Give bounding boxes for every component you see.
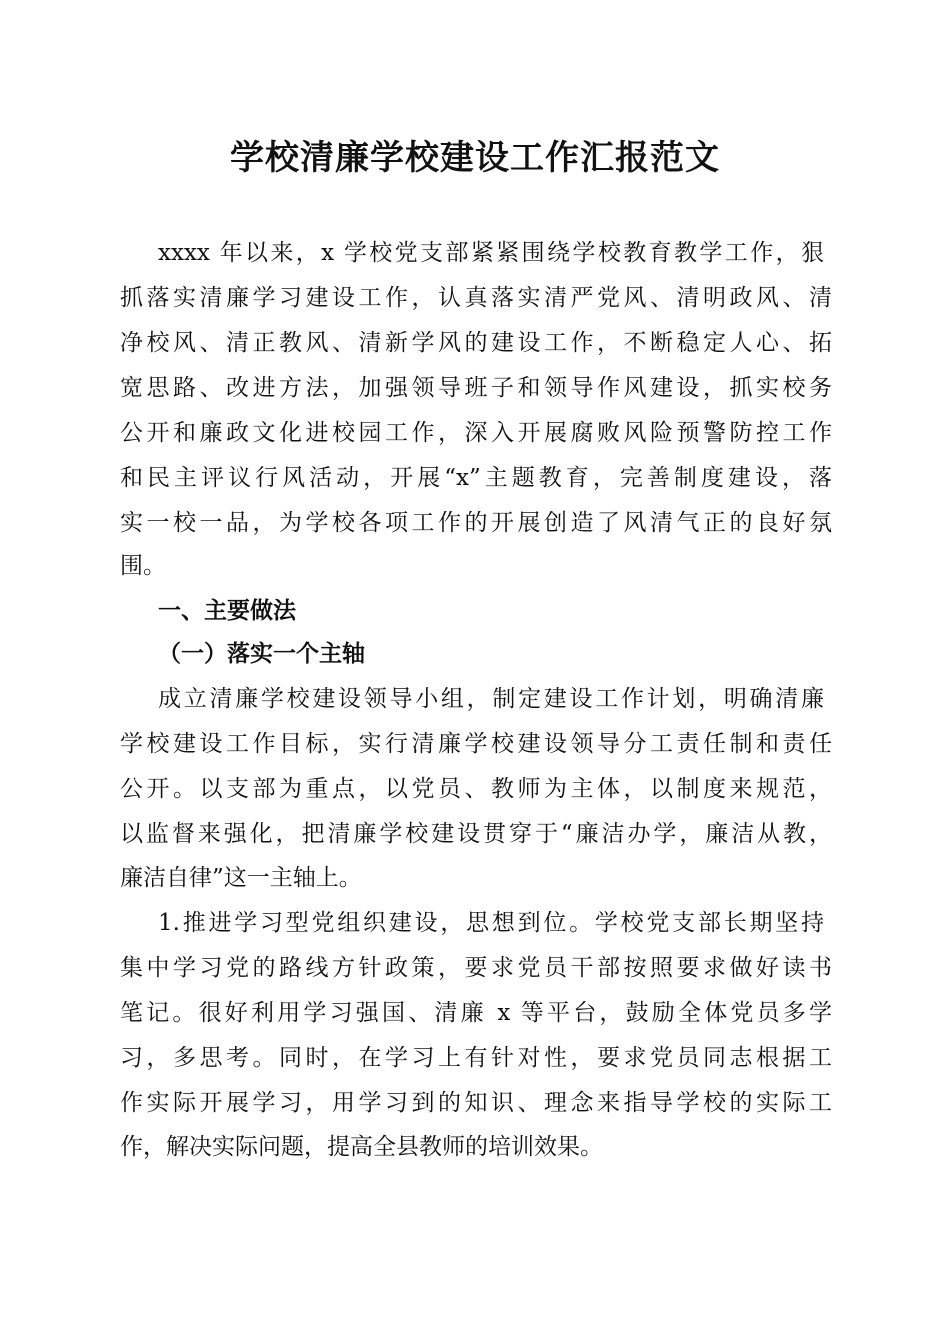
intro-line-6: 和民主评议行风活动，开展“x”主题教育，完善制度建设，落 <box>120 465 832 491</box>
para2-line-1: 成立清廉学校建设领导小组，制定建设工作计划，明确清廉 <box>158 686 824 712</box>
intro-line-2: 抓落实清廉学习建设工作，认真落实清严党风、清明政风、清 <box>120 285 832 311</box>
intro-line-4: 宽思路、改进方法，加强领导班子和领导作风建设，抓实校务 <box>120 375 832 401</box>
para2-line-5: 廉洁自律”这一主轴上。 <box>120 865 362 891</box>
para3-line-5: 作实际开展学习，用学习到的知识、理念来指导学校的实际工 <box>120 1090 832 1116</box>
para3-line-4: 习，多思考。同时，在学习上有针对性，要求党员同志根据工 <box>120 1045 832 1071</box>
intro-line-5: 公开和廉政文化进校园工作，深入开展腐败风险预警防控工作 <box>120 420 832 446</box>
para2-line-3: 公开。以支部为重点，以党员、教师为主体，以制度来规范， <box>120 776 832 802</box>
para2-line-4: 以监督来强化，把清廉学校建设贯穿于“廉洁办学，廉洁从教， <box>120 821 832 847</box>
intro-line-7: 实一校一品，为学校各项工作的开展创造了风清气正的良好氛 <box>120 510 832 536</box>
para2-line-2: 学校建设工作目标，实行清廉学校建设领导分工责任制和责任 <box>120 731 832 757</box>
intro-line-1: xxxx 年以来，x 学校党支部紧紧围绕学校教育教学工作，狠 <box>158 240 824 266</box>
section-heading-main-practices: 一、主要做法 <box>158 598 296 624</box>
para3-line-3: 笔记。很好利用学习强国、清廉 x 等平台，鼓励全体党员多学 <box>120 1000 832 1026</box>
para3-line-2: 集中学习党的路线方针政策，要求党员干部按照要求做好读书 <box>120 955 832 981</box>
intro-line-8: 围。 <box>120 553 166 579</box>
para3-line-1: 1.推进学习型党组织建设，思想到位。学校党支部长期坚持 <box>158 910 824 936</box>
subsection-heading-one-axis: （一）落实一个主轴 <box>158 640 365 667</box>
para3-line-6: 作，解决实际问题，提高全县教师的培训效果。 <box>120 1134 603 1160</box>
intro-line-3: 净校风、清正教风、清新学风的建设工作，不断稳定人心、拓 <box>120 330 832 356</box>
document-title: 学校清廉学校建设工作汇报范文 <box>230 138 720 178</box>
